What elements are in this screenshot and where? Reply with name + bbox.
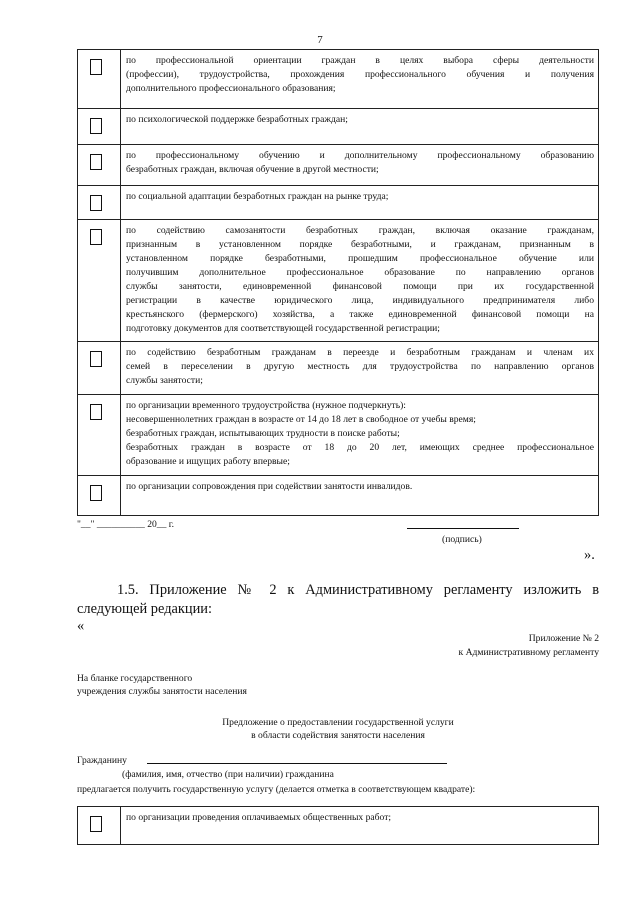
option-text: по содействию безработным гражданам в переезде и безработным гражданам и членам их семей в переселении в другую местность для трудоустройства по направлению органов службы занятости; bbox=[121, 342, 599, 395]
services-table bbox=[77, 49, 599, 516]
doc-title-line-2: в области содействия занятости населения bbox=[251, 730, 425, 741]
option-text: по организации временного трудоустройства (нужное подчеркнуть): несовершеннолетних граждан в возрасте от 14 до 18 лет в свободное от учебы время; безработных граждан, испытывающих трудности в поиске работы; безработных граждан в возрасте от 18 до 20 лет, имеющих среднее профессиональное образование и ищущих работу впервые; bbox=[121, 395, 599, 476]
checkbox[interactable] bbox=[90, 118, 102, 134]
checkbox[interactable] bbox=[90, 195, 102, 211]
closing-quote: ». bbox=[584, 547, 595, 563]
checkbox[interactable] bbox=[90, 816, 102, 832]
opening-quote: « bbox=[77, 618, 85, 634]
table-row bbox=[78, 186, 599, 220]
letterhead-line-2: учреждения службы занятости населения bbox=[77, 686, 247, 697]
date-line: "__" __________ 20__ г. bbox=[77, 519, 175, 530]
citizen-name-field[interactable] bbox=[147, 763, 447, 764]
amendment-line-2: следующей редакции: bbox=[77, 601, 212, 617]
letterhead-line-1: На бланке государственного bbox=[77, 673, 193, 684]
checkbox[interactable] bbox=[90, 154, 102, 170]
table-row bbox=[78, 476, 599, 516]
table-row bbox=[78, 807, 599, 845]
citizen-caption: (фамилия, имя, отчество (при наличии) гражданина bbox=[122, 769, 334, 780]
table-row bbox=[78, 220, 599, 342]
table-row bbox=[78, 342, 599, 395]
checkbox[interactable] bbox=[90, 485, 102, 501]
option-text: по организации сопровождения при содействии занятости инвалидов. bbox=[121, 476, 599, 516]
citizen-label: Гражданину bbox=[77, 755, 127, 766]
offer-text: предлагается получить государственную услугу (делается отметка в соответствующем квадрате): bbox=[77, 784, 476, 795]
signature-line bbox=[407, 528, 519, 529]
option-text: по профессиональному обучению и дополнительному профессиональному образованию безработных граждан, включая обучение в другой местности; bbox=[121, 145, 599, 186]
option-text: по социальной адаптации безработных граждан на рынке труда; bbox=[121, 186, 599, 220]
table-row bbox=[78, 395, 599, 476]
option-text: по профессиональной ориентации граждан в целях выбора сферы деятельности (профессии), трудоустройства, прохождения профессионального обучения и получения дополнительного профессионального образования; bbox=[121, 50, 599, 109]
option-text: по психологической поддержке безработных граждан; bbox=[121, 109, 599, 145]
doc-title-line-1: Предложение о предоставлении государственной услуги bbox=[222, 717, 454, 728]
signature-caption: (подпись) bbox=[442, 534, 482, 545]
checkbox[interactable] bbox=[90, 404, 102, 420]
table-row bbox=[78, 145, 599, 186]
amendment-line-1: 1.5. Приложение № 2 к Административному регламенту изложить в bbox=[117, 582, 599, 598]
appendix-reference: к Административному регламенту bbox=[458, 647, 599, 658]
appendix-number: Приложение № 2 bbox=[528, 633, 599, 644]
table-row bbox=[78, 109, 599, 145]
table-row bbox=[78, 50, 599, 109]
checkbox[interactable] bbox=[90, 351, 102, 367]
checkbox[interactable] bbox=[90, 59, 102, 75]
page-number: 7 bbox=[317, 34, 323, 46]
option-text: по организации проведения оплачиваемых общественных работ; bbox=[121, 807, 599, 845]
services-table-2 bbox=[77, 806, 599, 845]
option-text: по содействию самозанятости безработных граждан, включая оказание гражданам, признанным в установленном порядке безработными, и гражданам, признанным в установленном порядке безработными, прошедшим профессиональное обучение или получившим дополнительное профессиональное образование по направлению органов службы занятости, единовременной финансовой помощи при их государственной регистрации в качестве юридического лица, индивидуального предпринимателя либо крестьянского (фермерского) хозяйства, а также единовременной финансовой помощи на подготовку документов для соответствующей государственной регистрации; bbox=[121, 220, 599, 342]
checkbox[interactable] bbox=[90, 229, 102, 245]
